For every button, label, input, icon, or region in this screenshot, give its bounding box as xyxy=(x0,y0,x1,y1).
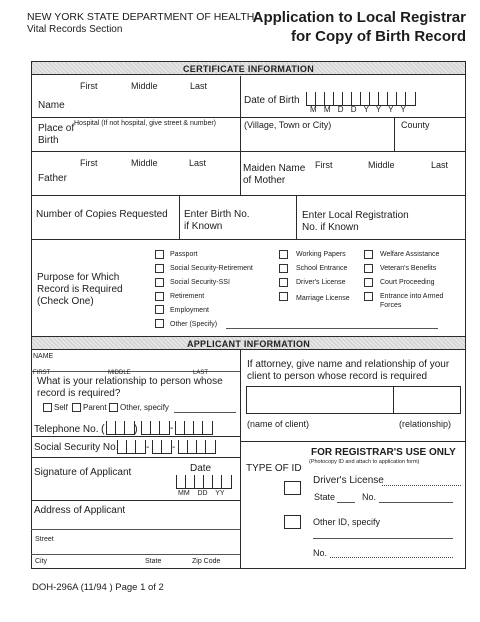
id-other-number-line[interactable] xyxy=(330,557,453,558)
checkbox-other-relationship[interactable] xyxy=(109,403,118,412)
section-name: Vital Records Section xyxy=(27,24,123,35)
purpose-welfare-label: Welfare Assistance xyxy=(380,251,440,258)
birth-number-label-line2: if Known xyxy=(184,221,223,232)
ssn-part3-input[interactable] xyxy=(178,440,216,454)
signature-label: Signature of Applicant xyxy=(34,467,132,478)
client-name-caption: (name of client) xyxy=(247,419,310,429)
applicant-middle-caption: MIDDLE xyxy=(108,370,131,376)
checkbox-id-other[interactable] xyxy=(284,515,301,529)
checkbox-self[interactable] xyxy=(43,403,52,412)
certificate-section-title: CERTIFICATE INFORMATION xyxy=(182,64,315,74)
applicant-last-caption: LAST xyxy=(193,370,209,376)
id-other-label: Other ID, specify xyxy=(313,517,381,527)
registrant-name-label: Name xyxy=(38,100,65,111)
telephone-label: Telephone No. xyxy=(34,424,99,435)
purpose-marriage-license-label: Marriage License xyxy=(296,295,350,302)
signature-date-input[interactable] xyxy=(176,475,232,489)
department-name: NEW YORK STATE DEPARTMENT OF HEALTH xyxy=(27,11,255,23)
purpose-ss-ssi-label: Social Security-SSI xyxy=(170,279,230,286)
purpose-armed-forces-label: Entrance into Armed xyxy=(380,293,444,300)
checkbox-veterans-benefits[interactable] xyxy=(364,264,373,273)
attorney-instructions-line2: client to person whose record is required xyxy=(247,371,428,382)
id-state-label: State xyxy=(314,492,336,502)
checkbox-passport[interactable] xyxy=(155,250,164,259)
divider xyxy=(240,117,241,151)
purpose-retirement-label: Retirement xyxy=(170,293,205,300)
divider xyxy=(240,151,241,195)
mother-last-caption: Last xyxy=(431,160,449,170)
divider xyxy=(179,195,180,239)
relationship-question: What is your relationship to person whose xyxy=(37,376,223,387)
checkbox-parent[interactable] xyxy=(72,403,81,412)
client-relationship-box[interactable] xyxy=(393,386,461,414)
purpose-label-line3: (Check One) xyxy=(37,296,94,307)
place-of-birth-label-line2: Birth xyxy=(38,135,59,146)
purpose-ss-retirement-label: Social Security-Retirement xyxy=(170,265,253,272)
ssn-part2-input[interactable] xyxy=(152,440,172,454)
divider xyxy=(394,117,395,151)
father-middle-caption: Middle xyxy=(131,158,158,168)
purpose-school-entrance-label: School Entrance xyxy=(296,265,348,272)
id-number-line[interactable] xyxy=(379,502,453,503)
local-registration-label: Enter Local Registration xyxy=(302,210,409,221)
purpose-passport-label: Passport xyxy=(170,251,198,258)
id-other-number-label: No. xyxy=(313,548,328,558)
relationship-other-label: Other, specify xyxy=(120,403,169,412)
telephone-dash: - xyxy=(170,423,174,434)
date-of-birth-format: M M D D Y Y Y Y xyxy=(310,105,407,114)
name-first-caption: First xyxy=(80,81,98,91)
divider xyxy=(31,500,240,501)
purpose-court-label: Court Proceeding xyxy=(380,279,435,286)
attorney-instructions: If attorney, give name and relationship of your xyxy=(247,359,450,370)
checkbox-welfare-assistance[interactable] xyxy=(364,250,373,259)
father-first-caption: First xyxy=(80,158,98,168)
checkbox-social-security-retirement[interactable] xyxy=(155,264,164,273)
date-of-birth-label: Date of Birth xyxy=(244,95,300,106)
city-caption: City xyxy=(35,558,48,565)
checkbox-other-specify[interactable] xyxy=(155,319,164,328)
name-last-caption: Last xyxy=(190,81,208,91)
id-number-label: No. xyxy=(362,492,377,502)
purpose-label: Purpose for Which xyxy=(37,272,120,283)
type-of-id-label: TYPE OF ID xyxy=(246,463,302,474)
divider xyxy=(31,195,466,196)
purpose-working-papers-label: Working Papers xyxy=(296,251,346,258)
purpose-employment-label: Employment xyxy=(170,307,209,314)
hospital-hint: Hospital (If not hospital, give street & number) xyxy=(74,120,217,127)
telephone-line-input[interactable] xyxy=(175,421,213,435)
father-label: Father xyxy=(38,173,67,184)
telephone-area-code-input[interactable] xyxy=(106,421,135,435)
form-frame xyxy=(31,61,466,569)
divider xyxy=(240,441,466,442)
other-specify-line[interactable] xyxy=(226,328,438,329)
mother-middle-caption: Middle xyxy=(368,160,395,170)
applicant-section-header xyxy=(31,336,466,350)
copies-requested-label: Number of Copies Requested xyxy=(36,209,168,220)
place-of-birth-label: Place of xyxy=(38,123,75,134)
applicant-first-caption: FIRST xyxy=(33,370,51,376)
purpose-armed-forces-label-line2: Forces xyxy=(380,302,402,309)
street-caption: Street xyxy=(35,536,54,543)
signature-date-label: Date xyxy=(190,463,212,474)
id-other-line[interactable] xyxy=(313,538,453,539)
checkbox-social-security-ssi[interactable] xyxy=(155,278,164,287)
local-registration-label-line2: No. if Known xyxy=(302,222,359,233)
purpose-veterans-label: Veteran's Benefits xyxy=(380,265,437,272)
divider xyxy=(31,239,466,240)
form-title-line2: for Copy of Birth Record xyxy=(291,28,466,45)
address-label: Address of Applicant xyxy=(34,505,126,516)
checkbox-armed-forces[interactable] xyxy=(364,292,373,301)
form-identifier: DOH-296A (11/94 ) Page 1 of 2 xyxy=(32,582,164,593)
county-label: County xyxy=(401,120,430,130)
ssn-label: Social Security No. xyxy=(34,442,119,453)
ssn-part1-input[interactable] xyxy=(117,440,146,454)
checkbox-id-drivers-license[interactable] xyxy=(284,481,301,495)
zip-caption: Zip Code xyxy=(192,558,221,565)
divider xyxy=(296,195,297,239)
photocopy-note: (Photocopy ID and attach to application form) xyxy=(309,459,420,465)
father-last-caption: Last xyxy=(189,158,207,168)
id-drivers-license-label: Driver's License xyxy=(313,475,384,486)
name-middle-caption: Middle xyxy=(131,81,158,91)
applicant-name-label: NAME xyxy=(33,353,54,360)
checkbox-working-papers[interactable] xyxy=(279,250,288,259)
certificate-section-header xyxy=(31,61,466,75)
client-relationship-caption: (relationship) xyxy=(399,419,452,429)
ssn-dash-2: - xyxy=(172,442,176,453)
drivers-license-dotted-line xyxy=(382,485,461,486)
street-line[interactable] xyxy=(31,529,240,530)
maiden-name-label: Maiden Name xyxy=(243,163,306,174)
maiden-name-label-line2: of Mother xyxy=(243,175,286,186)
relationship-parent-label: Parent xyxy=(83,403,107,412)
relationship-other-line[interactable] xyxy=(174,412,236,413)
mother-first-caption: First xyxy=(315,160,333,170)
form-title-line1: Application to Local Registrar xyxy=(252,9,466,26)
telephone-prefix-input[interactable] xyxy=(141,421,170,435)
village-town-city-label: (Village, Town or City) xyxy=(244,120,332,130)
client-name-box[interactable] xyxy=(246,386,394,414)
signature-date-format: MM DD YY xyxy=(178,490,225,497)
state-caption: State xyxy=(145,558,162,565)
divider xyxy=(240,76,241,117)
relationship-self-label: Self xyxy=(54,403,68,412)
checkbox-drivers-license[interactable] xyxy=(279,278,288,287)
id-state-line[interactable] xyxy=(337,502,355,503)
purpose-label-line2: Record is Required xyxy=(37,284,123,295)
date-of-birth-input[interactable] xyxy=(306,92,416,106)
applicant-name-line[interactable] xyxy=(31,371,240,372)
relationship-question-line2: record is required? xyxy=(37,388,121,399)
divider xyxy=(31,436,240,437)
telephone-close-paren: ) xyxy=(134,423,138,435)
applicant-section-title: APPLICANT INFORMATION xyxy=(186,339,311,349)
divider xyxy=(31,457,240,458)
city-line[interactable] xyxy=(31,554,240,555)
divider xyxy=(31,117,466,118)
checkbox-employment[interactable] xyxy=(155,305,164,314)
purpose-drivers-license-label: Driver's License xyxy=(296,279,346,286)
registrar-use-title: FOR REGISTRAR'S USE ONLY xyxy=(311,447,456,458)
ssn-dash-1: - xyxy=(146,442,150,453)
checkbox-retirement[interactable] xyxy=(155,292,164,301)
purpose-other-label: Other (Specify) xyxy=(170,321,218,328)
checkbox-marriage-license[interactable] xyxy=(279,292,288,301)
divider xyxy=(240,350,241,569)
checkbox-court-proceeding[interactable] xyxy=(364,278,373,287)
birth-number-label: Enter Birth No. xyxy=(184,209,250,220)
checkbox-school-entrance[interactable] xyxy=(279,264,288,273)
telephone-open-paren: ( xyxy=(101,423,105,435)
divider xyxy=(31,151,466,152)
